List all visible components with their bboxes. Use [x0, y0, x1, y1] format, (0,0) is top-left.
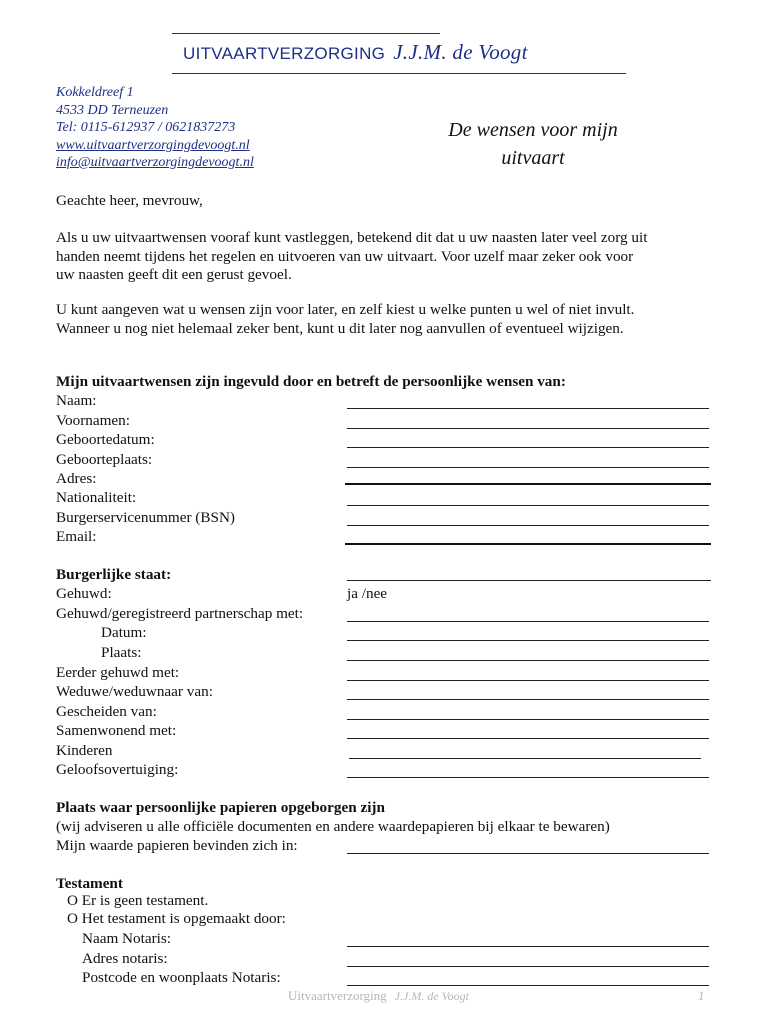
personal-heading: Mijn uitvaartwensen zijn ingevuld door en betreft de persoonlijke wensen van: [56, 373, 566, 390]
contact-block [56, 84, 254, 172]
field-label-eerder-gehuwd: Eerder gehuwd met: [56, 664, 180, 681]
footer-brand-name: Uitvaartverzorging [288, 988, 387, 1003]
website-link[interactable]: www.uitvaartverzorgingdevoogt.nl [56, 137, 250, 153]
field-line-voornamen[interactable] [347, 428, 709, 429]
field-line-naam-notaris[interactable] [347, 946, 709, 947]
field-line-postcode-notaris[interactable] [347, 985, 709, 986]
field-label-adres-notaris: Adres notaris: [82, 950, 168, 967]
brand [183, 40, 528, 65]
field-line-kinderen[interactable] [349, 758, 701, 759]
testament-heading: Testament [56, 875, 123, 892]
field-line-geloof[interactable] [347, 777, 709, 778]
papers-note: (wij adviseren u alle officiële documenten en andere waardepapieren bij elkaar te bewaren) [56, 818, 610, 835]
field-label-datum: Datum: [101, 624, 147, 641]
testament-option-none[interactable]: O Er is geen testament. [67, 892, 209, 909]
brand-name: UITVAARTVERZORGING [183, 44, 386, 63]
email-link[interactable]: info@uitvaartverzorgingdevoogt.nl [56, 155, 254, 170]
field-label-kinderen: Kinderen [56, 742, 113, 759]
field-label-weduwe: Weduwe/weduwnaar van: [56, 683, 213, 700]
field-line-naam[interactable] [347, 408, 709, 409]
header-rule-top [172, 33, 440, 34]
field-line-papers[interactable] [347, 853, 709, 854]
field-line-datum[interactable] [347, 640, 709, 641]
document-title [420, 116, 646, 172]
field-line-nationaliteit[interactable] [347, 505, 709, 506]
field-line-plaats[interactable] [347, 660, 709, 661]
field-label-plaats: Plaats: [101, 644, 142, 661]
field-line-geboortedatum[interactable] [347, 447, 709, 448]
brand-owner: J.J.M. de Voogt [393, 40, 528, 64]
intro-paragraph-2 [56, 301, 716, 338]
intro-paragraph-1 [56, 229, 716, 285]
intro-para1-line2: handen neemt tijdens het regelen en uitvoeren van uw uitvaart. Voor uzelf maar zeker ook voor [56, 247, 634, 265]
footer-brand [288, 988, 469, 1004]
intro-para2-line2: Wanneer u nog niet helemaal zeker bent, kunt u dit later nog aanvullen of eventueel wijzigen. [56, 319, 624, 337]
field-line-eerder-gehuwd[interactable] [347, 680, 709, 681]
page-number: 1 [698, 988, 705, 1003]
papers-heading: Plaats waar persoonlijke papieren opgeborgen zijn [56, 799, 385, 816]
salutation: Geachte heer, mevrouw, [56, 192, 203, 209]
civil-heading-line[interactable] [347, 580, 711, 581]
field-label-geloof: Geloofsovertuiging: [56, 761, 179, 778]
field-label-gescheiden: Gescheiden van: [56, 703, 157, 720]
field-label-nationaliteit: Nationaliteit: [56, 489, 137, 506]
field-label-adres: Adres: [56, 470, 97, 487]
field-line-adres[interactable] [345, 483, 711, 485]
field-label-geboortedatum: Geboortedatum: [56, 431, 155, 448]
address-line: Kokkeldreef 1 [56, 85, 134, 100]
intro-para1-line3: uw naasten geeft dit een gerust gevoel. [56, 266, 292, 283]
header-rule-bottom [172, 73, 626, 74]
title-line-2: uitvaart [501, 147, 565, 169]
testament-option-notary[interactable]: O Het testament is opgemaakt door: [67, 910, 286, 927]
field-label-voornamen: Voornamen: [56, 412, 130, 429]
city-line: 4533 DD Terneuzen [56, 102, 169, 118]
field-label-samenwonend: Samenwonend met: [56, 722, 177, 739]
field-line-adres-notaris[interactable] [347, 966, 709, 967]
intro-para2-line1: U kunt aangeven wat u wensen zijn voor later, en zelf kiest u welke punten u wel of niet invult. [56, 301, 635, 318]
married-value[interactable]: ja /nee [347, 585, 388, 602]
field-line-partner[interactable] [347, 621, 709, 622]
civil-heading: Burgerlijke staat: [56, 566, 172, 583]
field-line-samenwonend[interactable] [347, 738, 709, 739]
footer-owner: J.J.M. de Voogt [394, 989, 469, 1003]
intro-para1-line1: Als u uw uitvaartwensen vooraf kunt vastleggen, betekend dit dat u uw naasten later veel zorg uit [56, 229, 648, 246]
field-label-partner: Gehuwd/geregistreerd partnerschap met: [56, 605, 304, 622]
field-line-bsn[interactable] [347, 525, 709, 526]
married-label: Gehuwd: [56, 585, 112, 602]
field-line-gescheiden[interactable] [347, 719, 709, 720]
field-line-geboorteplaats[interactable] [347, 467, 709, 468]
phone-line: Tel: 0115-612937 / 0621837273 [56, 120, 236, 135]
title-line-1: De wensen voor mijn [448, 119, 618, 141]
field-label-naam: Naam: [56, 392, 97, 409]
field-label-bsn: Burgerservicenummer (BSN) [56, 509, 235, 526]
field-label-postcode-notaris: Postcode en woonplaats Notaris: [82, 969, 281, 986]
field-line-weduwe[interactable] [347, 699, 709, 700]
field-label-naam-notaris: Naam Notaris: [82, 930, 171, 947]
field-label-email: Email: [56, 528, 97, 545]
field-label-papers: Mijn waarde papieren bevinden zich in: [56, 837, 298, 854]
field-line-email[interactable] [345, 543, 711, 545]
field-label-geboorteplaats: Geboorteplaats: [56, 451, 153, 468]
